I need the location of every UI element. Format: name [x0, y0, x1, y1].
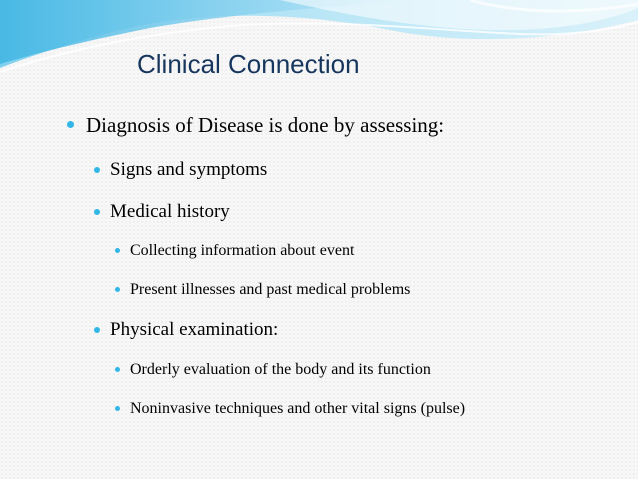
bullet-level1-item: Diagnosis of Disease is done by assessing: — [86, 113, 445, 137]
bullet-level2-item: Physical examination: — [110, 319, 279, 340]
bullet-dot-icon — [115, 248, 120, 253]
bullet-level3-item: Noninvasive techniques and other vital signs (pulse) — [130, 400, 466, 417]
bullet-dot-icon — [67, 121, 74, 128]
bullet-level3-item: Collecting information about event — [130, 242, 355, 259]
bullet-level3-item: Present illnesses and past medical problems — [130, 281, 411, 298]
slide-title: Clinical Connection — [137, 49, 360, 79]
bullet-level3-item: Orderly evaluation of the body and its function — [130, 361, 431, 378]
bullet-dot-icon — [94, 327, 100, 333]
bullet-dot-icon — [115, 367, 120, 372]
bullet-dot-icon — [94, 209, 100, 215]
bullet-dot-icon — [115, 287, 120, 292]
bullet-dot-icon — [94, 167, 100, 173]
bullet-level2-item: Signs and symptoms — [110, 159, 268, 180]
bullet-level2-item: Medical history — [110, 201, 230, 222]
bullet-dot-icon — [115, 406, 120, 411]
